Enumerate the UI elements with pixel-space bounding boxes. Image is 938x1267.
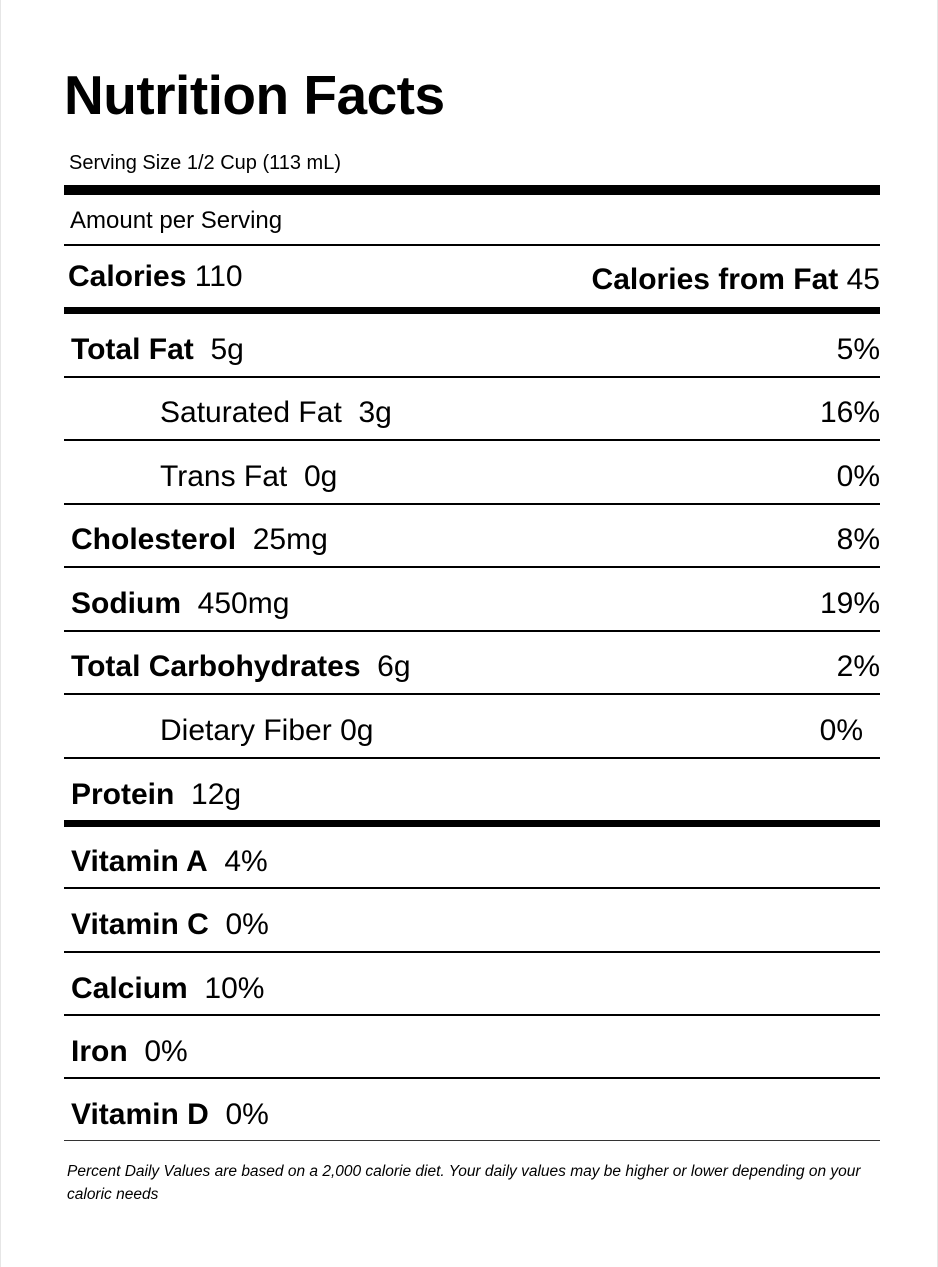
vitamin-row-vitamin-a bbox=[71, 847, 268, 877]
vitamin-row-vitamin-c bbox=[71, 910, 269, 940]
nutrient-name: Total Fat bbox=[71, 333, 194, 366]
nutrient-dv: 0% bbox=[836, 460, 880, 493]
nutrient-amount: 12g bbox=[191, 778, 242, 811]
thick-rule-top bbox=[64, 185, 880, 195]
nutrient-amount: 5g bbox=[210, 333, 244, 366]
vitamin-name: Iron bbox=[71, 1035, 128, 1068]
nutrient-amount: 0g bbox=[303, 460, 338, 493]
daily-values-footnote: Percent Daily Values are based on a 2,000 calorie diet. Your daily values may be higher or lower depending on your caloric needs bbox=[67, 1163, 861, 1203]
divider bbox=[64, 439, 880, 441]
nutrient-dv: 5% bbox=[836, 333, 880, 366]
vitamin-name: Vitamin C bbox=[71, 908, 209, 941]
calories-row bbox=[68, 262, 243, 292]
vitamin-value: 0% bbox=[225, 908, 269, 941]
divider bbox=[64, 566, 880, 568]
nutrient-row-total-carbohydrates bbox=[71, 652, 411, 682]
nutrient-dv: 2% bbox=[836, 650, 880, 683]
calories-from-fat bbox=[592, 265, 880, 295]
divider bbox=[64, 630, 880, 632]
medium-rule bbox=[64, 820, 880, 827]
nutrient-name: Saturated Fat bbox=[160, 396, 342, 429]
nutrient-row-protein bbox=[71, 780, 241, 810]
divider bbox=[64, 1077, 880, 1079]
nutrient-name: Trans Fat bbox=[160, 460, 288, 493]
vitamin-name: Vitamin A bbox=[71, 845, 208, 878]
vitamin-value: 10% bbox=[204, 972, 265, 1005]
nutrient-amount: 3g bbox=[358, 396, 392, 429]
vitamin-name: Vitamin D bbox=[71, 1098, 209, 1131]
medium-rule bbox=[64, 307, 880, 314]
nutrient-row-trans-fat bbox=[160, 462, 337, 492]
nutrient-row-sodium bbox=[71, 589, 289, 619]
nutrient-name: Cholesterol bbox=[71, 523, 237, 556]
calories-from-fat-label: Calories from Fat bbox=[591, 263, 839, 296]
divider bbox=[64, 757, 880, 759]
vitamin-value: 4% bbox=[224, 845, 268, 878]
nutrient-amount: 6g bbox=[377, 650, 411, 683]
divider bbox=[64, 1140, 880, 1141]
nutrient-amount: 450mg bbox=[197, 587, 290, 620]
vitamin-row-iron bbox=[71, 1037, 188, 1067]
nutrient-dv: 8% bbox=[836, 523, 880, 556]
nutrient-amount: 25mg bbox=[252, 523, 328, 556]
vitamin-row-calcium bbox=[71, 974, 264, 1004]
vitamin-value: 0% bbox=[144, 1035, 188, 1068]
nutrient-amount: 0g bbox=[340, 714, 374, 747]
nutrient-name: Dietary Fiber bbox=[160, 714, 332, 747]
nutrient-dv: 0% bbox=[819, 714, 863, 747]
calories-from-fat-value: 45 bbox=[846, 263, 880, 296]
nutrient-name: Total Carbohydrates bbox=[71, 650, 361, 683]
divider bbox=[64, 693, 880, 695]
nutrient-name: Sodium bbox=[71, 587, 181, 620]
vitamin-row-vitamin-d bbox=[71, 1100, 269, 1130]
divider bbox=[64, 1014, 880, 1016]
nutrient-row-dietary-fiber bbox=[160, 716, 373, 746]
vitamin-value: 0% bbox=[225, 1098, 269, 1131]
divider bbox=[64, 376, 880, 378]
divider bbox=[64, 244, 880, 246]
divider bbox=[64, 951, 880, 953]
nutrient-name: Protein bbox=[71, 778, 175, 811]
calories-label: Calories bbox=[68, 260, 187, 293]
vitamin-name: Calcium bbox=[71, 972, 188, 1005]
nutrient-row-cholesterol bbox=[71, 525, 328, 555]
nutrient-row-total-fat bbox=[71, 335, 244, 365]
calories-value: 110 bbox=[194, 260, 243, 293]
divider bbox=[64, 887, 880, 889]
nutrient-dv: 16% bbox=[819, 396, 880, 429]
divider bbox=[64, 503, 880, 505]
nutrient-row-saturated-fat bbox=[160, 398, 392, 428]
amount-per-serving: Amount per Serving bbox=[70, 207, 283, 234]
serving-size: Serving Size 1/2 Cup (113 mL) bbox=[69, 152, 341, 174]
nutrient-dv: 19% bbox=[819, 587, 880, 620]
label-title: Nutrition Facts bbox=[64, 64, 445, 126]
